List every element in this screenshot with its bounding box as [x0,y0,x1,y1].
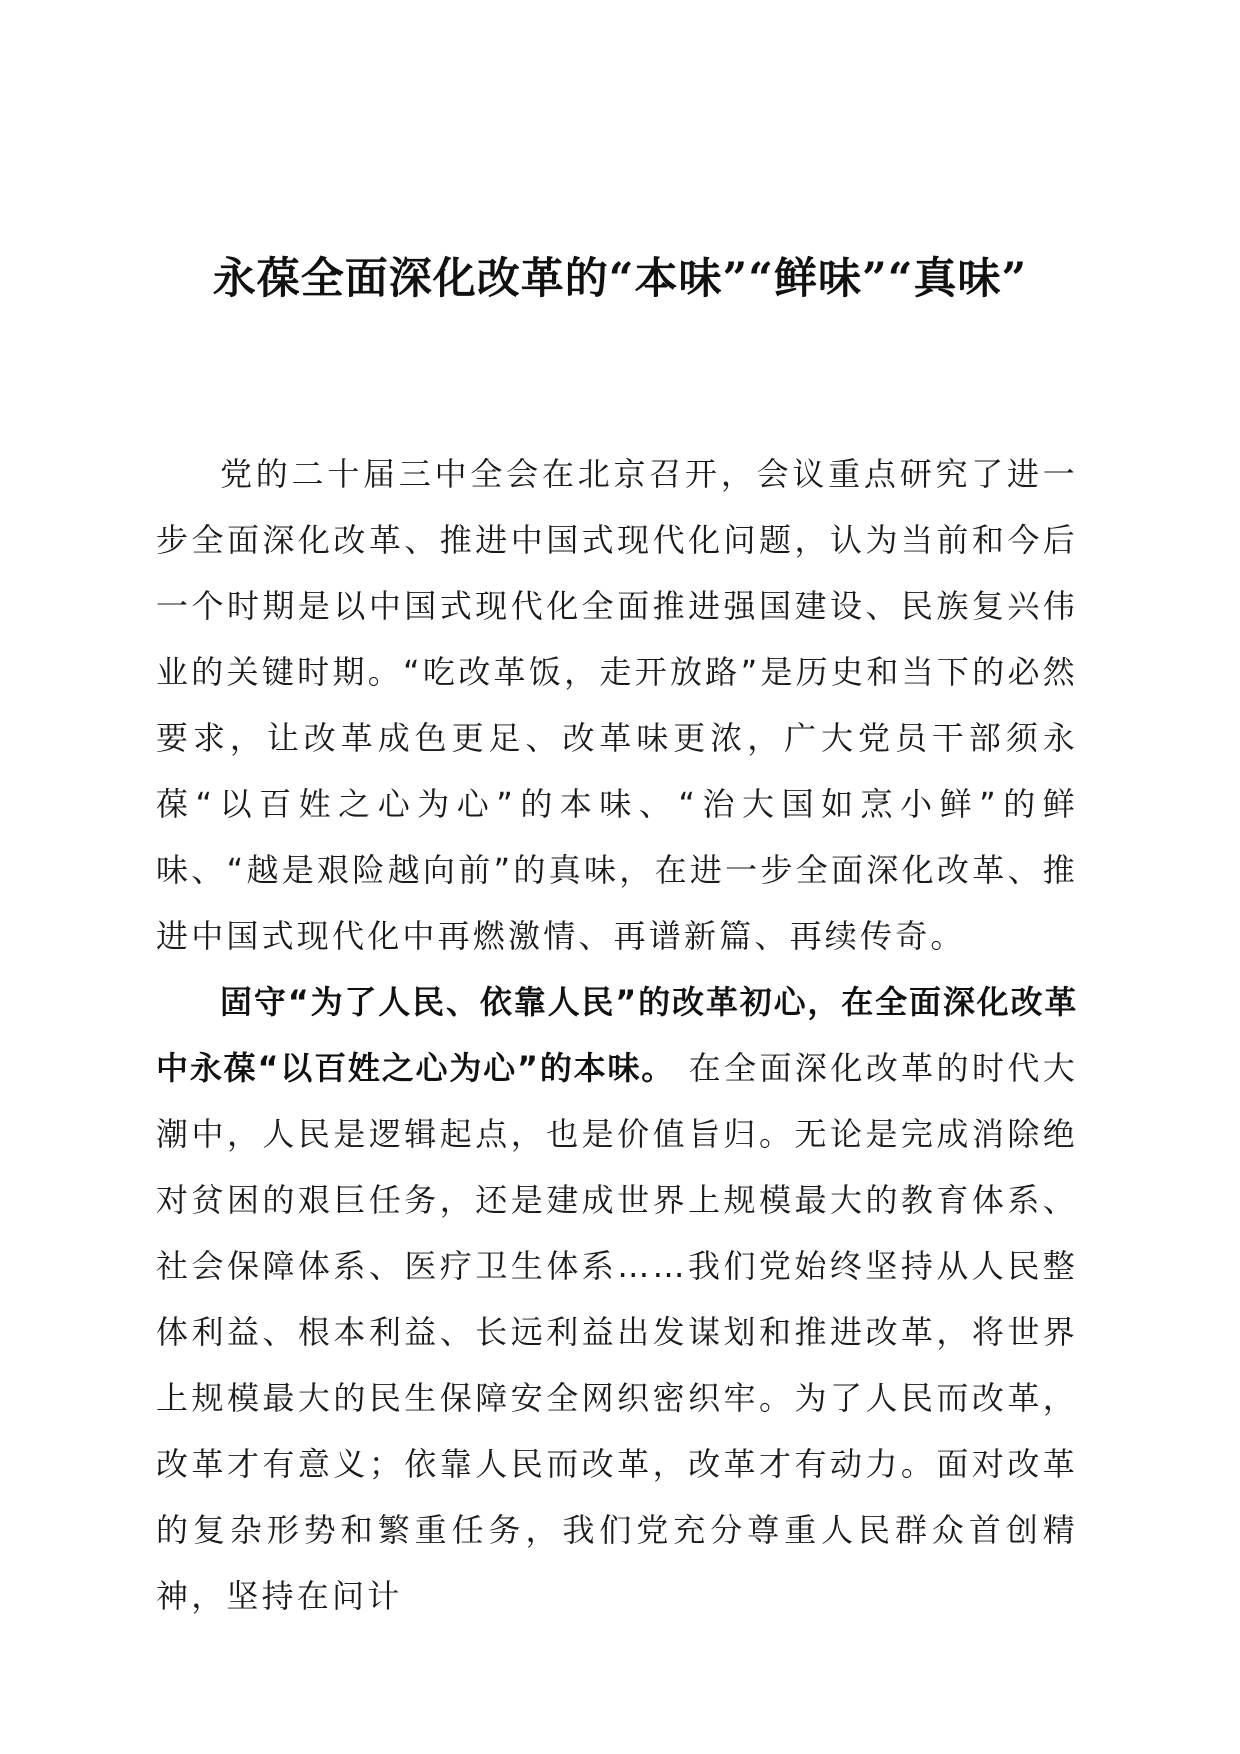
paragraph-text: 党的二十届三中全会在北京召开，会议重点研究了进一步全面深化改革、推进中国式现代化问题，认为当前和今后一个时期是以中国式现代化全面推进强国建设、民族复兴伟业的关键时期。“吃改革饭，走开放路”是历史和当下的必然要求，让改革成色更足、改革味更浓，广大党员干部须永葆“以百姓之心为心”的本味、“治大国如烹小鲜”的鲜味、“越是艰险越向前”的真味，在进一步全面深化改革、推进中国式现代化中再燃激情、再谱新篇、再续传奇。 [156,455,1078,955]
section-heading: 固守“为了人民、依靠人民”的改革初心，在全面深化改革中永葆“以百姓之心为心”的本味。 [156,983,1078,1087]
paragraph-section-1 [156,969,1078,1629]
article-body [156,441,1078,1629]
paragraph-intro [156,441,1078,969]
paragraph-text: 在全面深化改革的时代大潮中，人民是逻辑起点，也是价值旨归。无论是完成消除绝对贫困的艰巨任务，还是建成世界上规模最大的教育体系、社会保障体系、医疗卫生体系……我们党始终坚持从人民整体利益、根本利益、长远利益出发谋划和推进改革，将世界上规模最大的民生保障安全网织密织牢。为了人民而改革，改革才有意义；依靠人民而改革，改革才有动力。面对改革的复杂形势和繁重任务，我们党充分尊重人民群众首创精神，坚持在问计 [156,1049,1078,1615]
page-title: 永葆全面深化改革的“本味”“鲜味”“真味” [212,254,1028,304]
